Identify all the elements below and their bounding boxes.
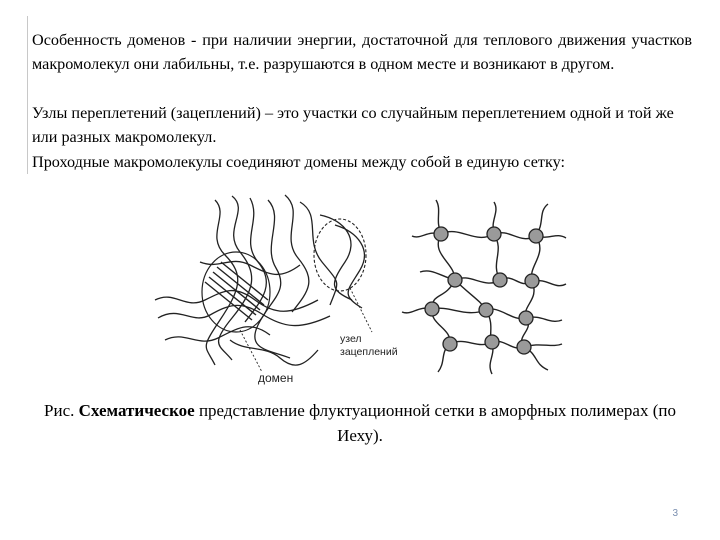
network-nodes [425, 227, 543, 354]
left-margin-rule [27, 16, 28, 174]
knot-label-line2: зацеплений [340, 346, 398, 358]
paragraph-tie-molecules: Проходные макромолекулы соединяют домены между собой в единую сетку: [32, 153, 565, 172]
figure-caption [40, 398, 680, 448]
domain-pointer [240, 330, 262, 372]
fluctuation-network-figure [150, 188, 710, 388]
caption-rest: представление флуктуационной сетки в аморфных полимерах (по Иеху). [194, 401, 676, 445]
network-chains [402, 200, 566, 374]
page-number: 3 [672, 508, 678, 519]
domain-label: домен [258, 371, 294, 385]
macromolecule-tangle [155, 195, 364, 365]
caption-prefix: Рис. [44, 401, 79, 420]
knot-label-line1: узел [340, 333, 362, 345]
paragraph-domains: Особенность доменов - при наличии энергии, достаточной для теплового движения участков макромолекул они лабильны, т.е. разрушаются в одном месте и возникают в другом. [32, 31, 692, 74]
knot-pointer [350, 288, 372, 332]
knot-outline [314, 219, 366, 291]
caption-bold: Схематическое [78, 401, 195, 420]
paragraph-entanglements: Узлы переплетений (зацеплений) – это участки со случайным переплетением одной и той же или разных макромолекул. [32, 104, 674, 147]
